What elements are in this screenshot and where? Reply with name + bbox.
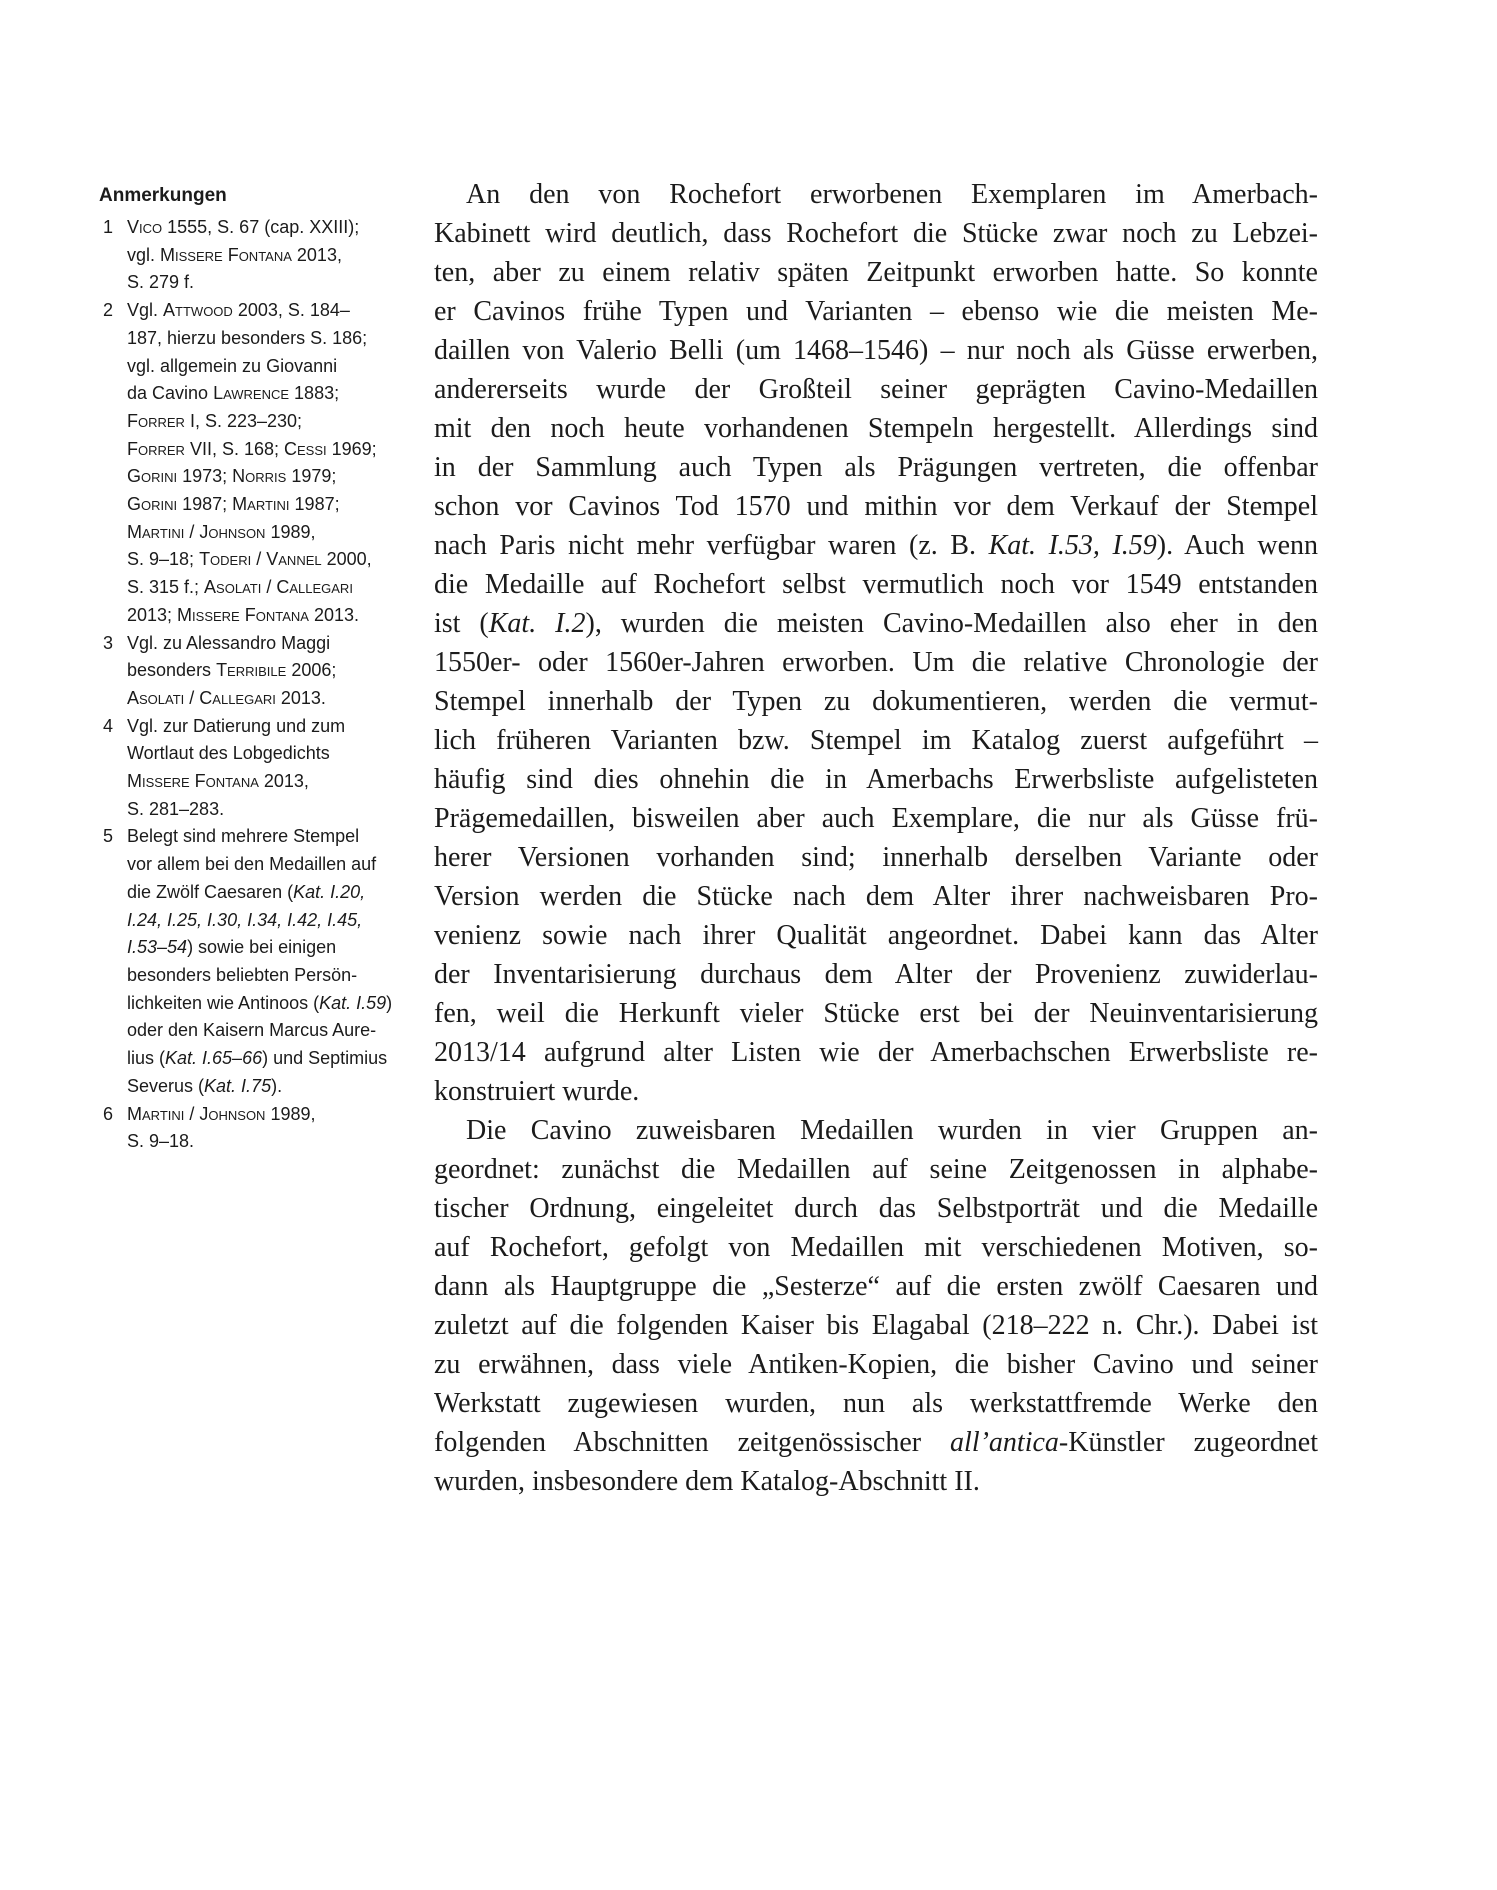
text-run: lius ( <box>127 1048 166 1069</box>
text-run: / <box>184 521 200 542</box>
text-line <box>434 448 1318 487</box>
text-line <box>434 994 1318 1033</box>
text-line <box>434 292 1318 331</box>
text-run: Callegari <box>276 577 353 598</box>
text-run: ten, aber zu einem relativ späten Zeitpunkt erworben hatte. So konnte <box>434 257 1318 288</box>
text-run: Kat. I.75 <box>204 1075 272 1096</box>
text-run: An den von Rochefort erworbenen Exemplaren im Amerbach- <box>466 179 1318 210</box>
text-run: Stempel innerhalb der Typen zu dokumentieren, werden die vermut- <box>434 686 1318 717</box>
text-line <box>434 1111 1318 1150</box>
text-run: / <box>251 549 267 570</box>
footnote-line <box>127 823 419 851</box>
footnote-line <box>127 685 419 713</box>
text-run: / <box>261 577 277 598</box>
text-run: Martini <box>127 1103 185 1124</box>
footnote-line <box>127 436 419 464</box>
text-run: Kat. I.65–66 <box>165 1048 263 1069</box>
text-line <box>434 526 1318 565</box>
footnotes-heading: Anmerkungen <box>99 185 227 206</box>
text-run: besonders beliebten Persön- <box>127 964 358 985</box>
text-run: Asolati <box>127 687 185 708</box>
text-run: Martini <box>232 494 290 515</box>
footnote-line <box>127 1045 419 1073</box>
text-run: 1989, <box>265 1103 316 1124</box>
text-run: Cessi <box>284 438 327 459</box>
text-run: mit den noch heute vorhandenen Stempeln hergestellt. Allerdings sind <box>434 413 1318 444</box>
text-run: oder den Kaisern Marcus Aure- <box>127 1020 377 1041</box>
footnote-line <box>127 879 419 907</box>
text-line <box>434 1462 1318 1501</box>
footnote-line <box>127 602 419 630</box>
text-run: geordnet: zunächst die Medaillen auf seine Zeitgenossen in alphabe- <box>434 1154 1318 1185</box>
text-run: Asolati <box>204 577 262 598</box>
text-run: Kat. I.53, I.59 <box>988 530 1157 561</box>
text-run: häufig sind dies ohnehin die in Amerbachs Erwerbsliste aufgelisteten <box>434 764 1318 795</box>
footnote-line <box>127 574 419 602</box>
text-run: vgl. allgemein zu Giovanni <box>127 355 338 376</box>
text-run: herer Versionen vorhanden sind; innerhalb derselben Variante oder <box>434 842 1318 873</box>
footnote <box>99 1101 419 1156</box>
text-run: folgenden Abschnitten zeitgenössischer <box>434 1427 951 1458</box>
text-run: 2000, <box>321 549 372 570</box>
text-run: Kat. I.20, <box>293 881 366 902</box>
text-run: Johnson <box>199 1103 266 1124</box>
text-run: Prägemedaillen, bisweilen aber auch Exemplare, die nur als Güsse frü- <box>434 803 1318 834</box>
text-run: Missere Fontana <box>127 771 259 792</box>
text-run: 2006; <box>286 660 337 681</box>
text-run: die Medaille auf Rochefort selbst vermutlich noch vor 1549 entstanden <box>434 569 1318 600</box>
text-run: 2013. <box>308 604 359 625</box>
text-run: VII, S. 168; <box>184 438 285 459</box>
footnote-line <box>127 463 419 491</box>
text-run: 1883; <box>289 383 340 404</box>
text-line <box>434 331 1318 370</box>
text-run: Forrer <box>127 410 185 431</box>
text-line <box>434 1033 1318 1072</box>
text-line <box>434 214 1318 253</box>
text-run: vgl. <box>127 244 161 265</box>
footnote-line <box>127 1073 419 1101</box>
text-run: ), wurden die meisten Cavino-Medaillen also eher in den <box>585 608 1319 639</box>
text-line <box>434 487 1318 526</box>
text-line <box>434 799 1318 838</box>
text-run: in der Sammlung auch Typen als Prägungen vertreten, die offenbar <box>434 452 1318 483</box>
text-run: S. 281–283. <box>127 798 225 819</box>
text-run: Lawrence <box>213 383 290 404</box>
text-run: Toderi <box>199 549 252 570</box>
text-run: I, S. 223–230; <box>184 410 303 431</box>
text-line <box>434 1189 1318 1228</box>
text-run: 2003, S. 184– <box>232 300 350 321</box>
footnote-line <box>127 380 419 408</box>
text-run: daillen von Valerio Belli (um 1468–1546) – nur noch als Güsse erwerben, <box>434 335 1318 366</box>
text-run: 1989, <box>265 521 316 542</box>
text-run: 1555, S. 67 (cap. XXIII); <box>162 217 360 237</box>
text-run: ). Auch wenn <box>1156 530 1319 561</box>
footnote-line <box>127 768 419 796</box>
text-run: dann als Hauptgruppe die „Sesterze“ auf die ersten zwölf Caesaren und <box>434 1271 1318 1302</box>
text-run: Vannel <box>266 549 322 570</box>
footnote-line <box>127 297 419 325</box>
text-run: da Cavino <box>127 383 214 404</box>
text-run: Norris <box>232 466 287 487</box>
text-line <box>434 1072 1318 1111</box>
text-run: / <box>184 687 200 708</box>
footnote-line <box>127 519 419 547</box>
footnote <box>99 630 419 713</box>
text-run: Missere Fontana <box>160 244 292 265</box>
text-run: Missere Fontana <box>177 604 309 625</box>
text-line <box>434 955 1318 994</box>
text-run: Kabinett wird deutlich, dass Rochefort die Stücke zwar noch zu Lebzei- <box>434 218 1318 249</box>
text-line <box>434 682 1318 721</box>
text-line <box>434 760 1318 799</box>
footnote <box>99 214 419 297</box>
text-run: Forrer <box>127 438 185 459</box>
text-line <box>434 1228 1318 1267</box>
text-run: S. 315 f.; <box>127 577 205 598</box>
text-run: Martini <box>127 521 185 542</box>
text-line <box>434 721 1318 760</box>
footnote-number: 5 <box>103 826 114 847</box>
text-line <box>434 253 1318 292</box>
footnote-line <box>127 657 419 685</box>
footnote-line <box>127 630 419 658</box>
footnote <box>99 823 419 1100</box>
text-line <box>434 1384 1318 1423</box>
text-run: besonders <box>127 660 217 681</box>
text-line <box>434 565 1318 604</box>
text-line <box>434 838 1318 877</box>
text-run: die Zwölf Caesaren ( <box>127 881 294 902</box>
text-line <box>434 877 1318 916</box>
text-run: -Künstler zugeordnet <box>1058 1427 1319 1458</box>
text-run: wurden, insbesondere dem Katalog-Abschnitt II. <box>434 1466 980 1497</box>
text-run: zuletzt auf die folgenden Kaiser bis Elagabal (218–222 n. Chr.). Dabei ist <box>434 1310 1318 1341</box>
text-run: der Inventarisierung durchaus dem Alter der Provenienz zuwiderlau- <box>434 959 1318 990</box>
main-text-column <box>434 175 1318 1501</box>
text-run: andererseits wurde der Großteil seiner geprägten Cavino-Medaillen <box>434 374 1318 405</box>
text-run: ) und Septimius <box>262 1048 388 1069</box>
footnote-line <box>127 214 419 242</box>
text-run: er Cavinos frühe Typen und Varianten – ebenso wie die meisten Me- <box>434 296 1318 327</box>
text-run: ist ( <box>434 608 489 639</box>
footnote-line <box>127 907 419 935</box>
text-run: 1987; <box>289 494 340 515</box>
footnote-number: 3 <box>103 632 114 653</box>
footnote-line <box>127 353 419 381</box>
text-run: S. 279 f. <box>127 272 195 293</box>
text-run: lichkeiten wie Antinoos ( <box>127 992 320 1013</box>
text-run: 1987; <box>177 494 233 515</box>
text-run: S. 9–18. <box>127 1131 195 1152</box>
footnote-line <box>127 851 419 879</box>
text-run: venienz sowie nach ihrer Qualität angeordnet. Dabei kann das Alter <box>434 920 1318 951</box>
text-run: Gorini <box>127 494 178 515</box>
footnote-line <box>127 325 419 353</box>
text-line <box>434 1345 1318 1384</box>
footnote-number: 4 <box>103 715 114 736</box>
footnote-line <box>127 990 419 1018</box>
text-run: Kat. I.2 <box>488 608 586 639</box>
text-line <box>434 916 1318 955</box>
text-line <box>434 175 1318 214</box>
footnote-number: 6 <box>103 1103 114 1124</box>
text-run: Die Cavino zuweisbaren Medaillen wurden in vier Gruppen an- <box>466 1115 1318 1146</box>
text-run: Callegari <box>199 687 276 708</box>
text-run: / <box>184 1103 200 1124</box>
footnote <box>99 713 419 824</box>
text-run: ). <box>271 1075 283 1096</box>
text-line <box>434 1306 1318 1345</box>
text-run: 2013; <box>127 604 178 625</box>
paragraph <box>434 175 1318 1111</box>
text-run: 1979; <box>286 466 337 487</box>
footnote-line <box>127 408 419 436</box>
text-run: Vgl. <box>127 300 164 321</box>
footnote-number: 1 <box>103 217 114 237</box>
footnotes-sidebar <box>99 184 419 1156</box>
text-run: 2013. <box>275 687 326 708</box>
text-line <box>434 1150 1318 1189</box>
text-run: 2013/14 aufgrund alter Listen wie der Amerbachschen Erwerbsliste re- <box>434 1037 1318 1068</box>
text-line <box>434 1423 1318 1462</box>
text-run: 2013, <box>258 771 309 792</box>
text-line <box>434 643 1318 682</box>
text-run: ) <box>386 992 393 1013</box>
text-run: konstruiert wurde. <box>434 1076 640 1107</box>
text-run: vor allem bei den Medaillen auf <box>127 854 377 875</box>
text-line <box>434 604 1318 643</box>
footnote <box>99 297 419 629</box>
text-run: all’antica <box>950 1427 1059 1458</box>
text-run: Terribile <box>216 660 287 681</box>
text-run: Kat. I.59 <box>319 992 387 1013</box>
text-run: Belegt sind mehrere Stempel <box>127 826 360 847</box>
text-run: 187, hierzu besonders S. 186; <box>127 327 368 348</box>
footnote-line <box>127 1017 419 1045</box>
text-run: Vgl. zu Alessandro Maggi <box>127 632 331 653</box>
text-run: Johnson <box>199 521 266 542</box>
text-run: 1550er- oder 1560er-Jahren erworben. Um die relative Chronologie der <box>434 647 1318 678</box>
footnotes-list <box>99 214 419 1156</box>
text-run: I.24, I.25, I.30, I.34, I.42, I.45, <box>127 909 363 930</box>
footnote-line <box>127 269 419 297</box>
footnote-line <box>127 740 419 768</box>
text-run: Werkstatt zugewiesen wurden, nun als werkstattfremde Werke den <box>434 1388 1318 1419</box>
text-run: auf Rochefort, gefolgt von Medaillen mit verschiedenen Motiven, so- <box>434 1232 1318 1263</box>
footnote-line <box>127 1128 419 1156</box>
text-run: zu erwähnen, dass viele Antiken-Kopien, die bisher Cavino und seiner <box>434 1349 1318 1380</box>
text-run: tischer Ordnung, eingeleitet durch das Selbstporträt und die Medaille <box>434 1193 1318 1224</box>
text-run: Version werden die Stücke nach dem Alter ihrer nachweisbaren Pro- <box>434 881 1318 912</box>
text-run: fen, weil die Herkunft vieler Stücke erst bei der Neuinventarisierung <box>434 998 1318 1029</box>
text-run: lich früheren Varianten bzw. Stempel im Katalog zuerst aufgeführt – <box>434 725 1318 756</box>
text-run: nach Paris nicht mehr verfügbar waren (z. B. <box>434 530 989 561</box>
text-run: ) sowie bei einigen <box>187 937 337 958</box>
text-run: Vgl. zur Datierung und zum <box>127 715 346 736</box>
footnote-number: 2 <box>103 300 114 321</box>
text-run: 1969; <box>326 438 377 459</box>
footnote-line <box>127 796 419 824</box>
text-run: Vico <box>127 217 163 237</box>
text-run: S. 9–18; <box>127 549 200 570</box>
text-run: Wortlaut des Lobgedichts <box>127 743 330 764</box>
footnote-line <box>127 962 419 990</box>
text-run: 2013, <box>291 244 342 265</box>
footnote-line <box>127 713 419 741</box>
text-run: schon vor Cavinos Tod 1570 und mithin vor dem Verkauf der Stempel <box>434 491 1318 522</box>
text-run: Severus ( <box>127 1075 205 1096</box>
footnote-line <box>127 546 419 574</box>
text-run: Attwood <box>163 300 233 321</box>
text-line <box>434 409 1318 448</box>
text-line <box>434 1267 1318 1306</box>
footnote-line <box>127 1101 419 1129</box>
text-run: I.53–54 <box>127 937 188 958</box>
text-line <box>434 370 1318 409</box>
footnote-line <box>127 934 419 962</box>
text-run: Gorini <box>127 466 178 487</box>
footnote-line <box>127 491 419 519</box>
text-run: 1973; <box>177 466 233 487</box>
footnote-line <box>127 242 419 270</box>
paragraph <box>434 1111 1318 1501</box>
